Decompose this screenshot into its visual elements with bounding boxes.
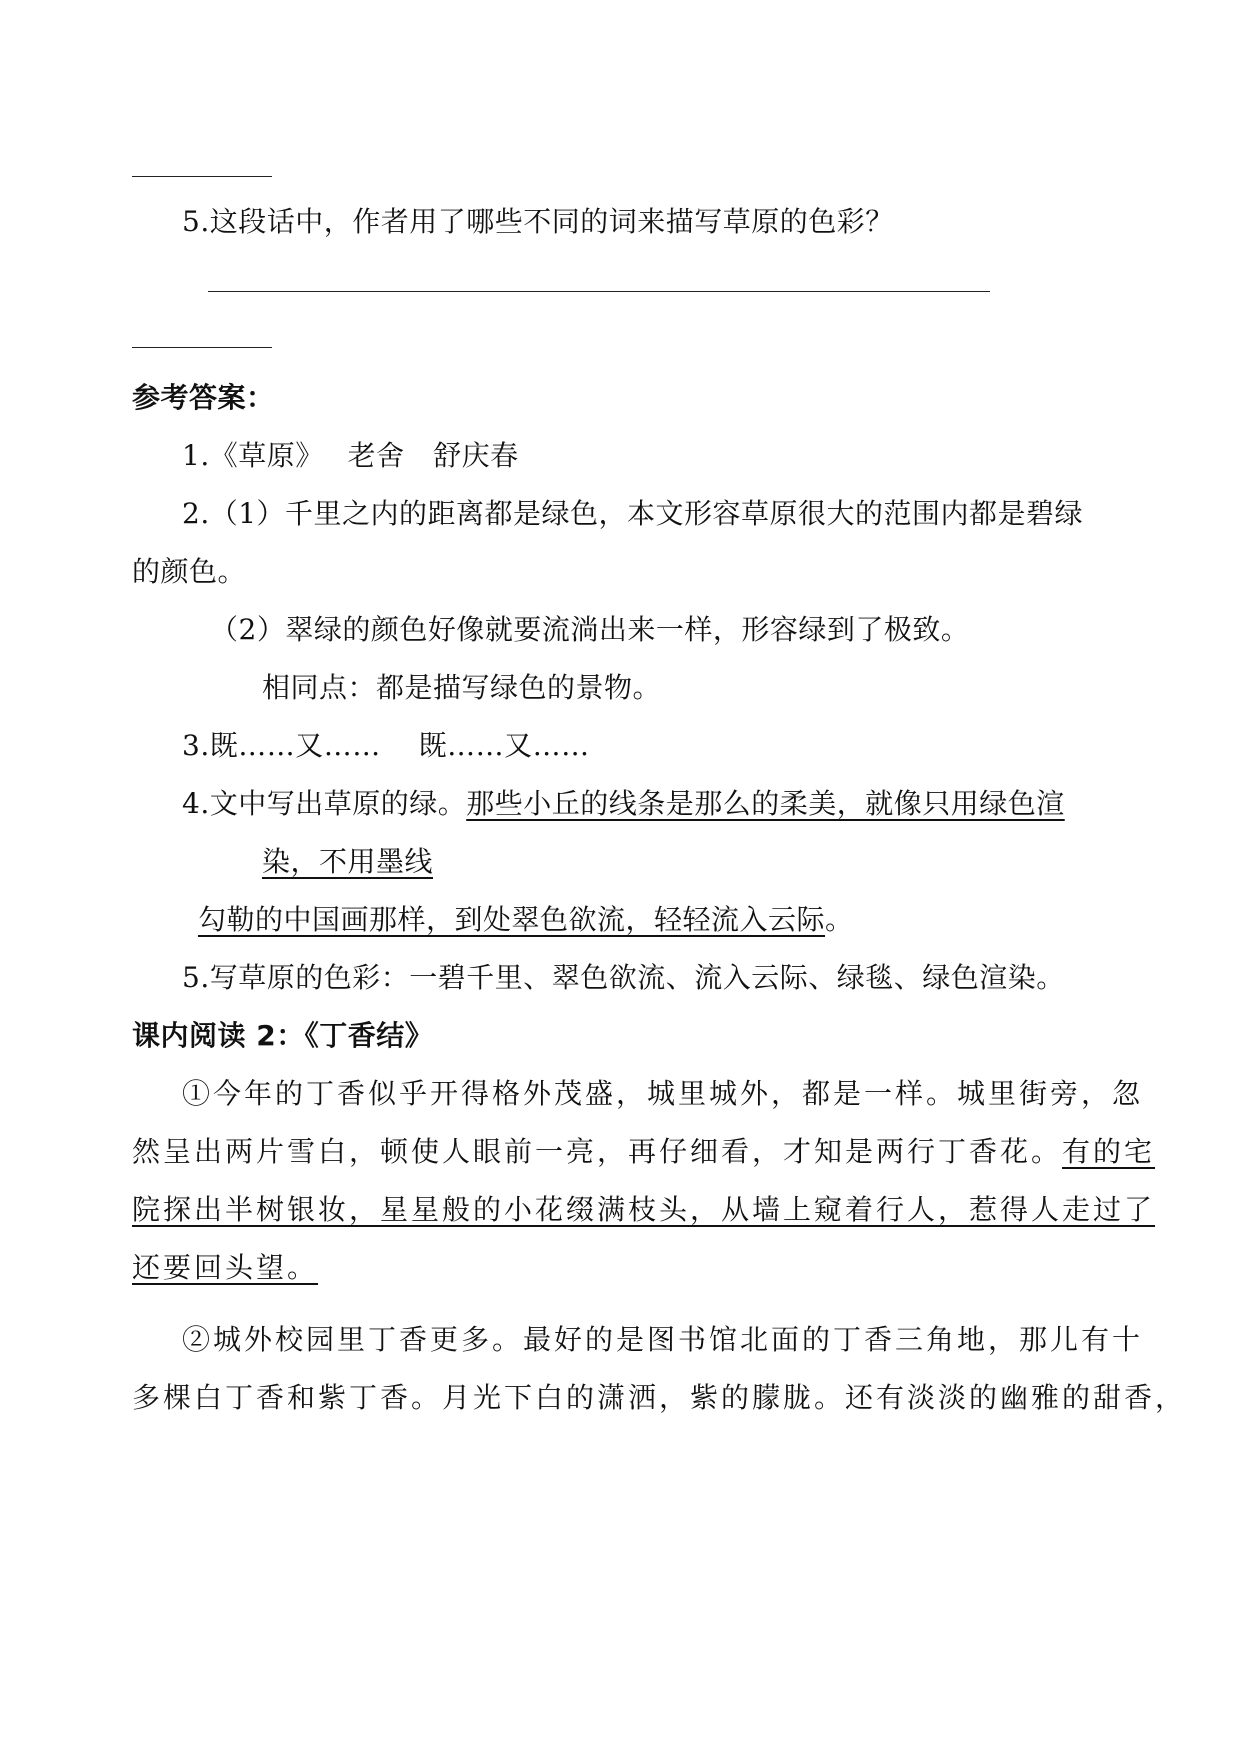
answer-3: 3.既……又…… 既……又…… — [182, 729, 590, 762]
paragraph-2-line-2: 多棵白丁香和紫丁香。月光下白的潇洒，紫的朦胧。还有淡淡的幽雅的甜香， — [132, 1381, 1187, 1414]
answer-4-prefix: 4.文中写出草原的绿。 — [182, 787, 467, 820]
answer-4-quote-part-1: 那些小丘的线条是那么的柔美，就像只用绿色渲 — [466, 787, 1065, 820]
answer-4-end: 。 — [825, 903, 854, 936]
paragraph-1-underlined-middle: 院探出半树银妆，星星般的小花缀满枝头，从墙上窥着行人，惹得人走过了 — [132, 1193, 1156, 1226]
answer-2-common-point: 相同点：都是描写绿色的景物。 — [262, 671, 662, 704]
answers-heading: 参考答案： — [132, 381, 275, 414]
answer-blank-line — [132, 347, 272, 348]
answer-4-quote-part-2: 染，不用墨线 — [262, 845, 434, 878]
answer-5: 5.写草原的色彩：一碧千里、翠色欲流、流入云际、绿毯、绿色渲染。 — [182, 961, 1065, 994]
paragraph-2-line-1: ②城外校园里丁香更多。最好的是图书馆北面的丁香三角地，那儿有十 — [182, 1323, 1144, 1356]
answer-2-line-1: 2.（1）千里之内的距离都是绿色，本文形容草原很大的范围内都是碧绿 — [182, 497, 1084, 530]
answer-4-line-1 — [182, 784, 1065, 824]
reading-2-heading: 课内阅读 2：《丁香结》 — [132, 1019, 434, 1052]
paragraph-1-underlined-end: 还要回头望。 — [132, 1251, 319, 1284]
paragraph-1-line-2 — [132, 1132, 1155, 1172]
answer-2-line-2: 的颜色。 — [132, 555, 247, 588]
answer-blank-line — [208, 291, 990, 292]
paragraph-1-line-2-text: 然呈出两片雪白，顿使人眼前一亮，再仔细看，才知是两行丁香花。 — [132, 1135, 1063, 1168]
paragraph-1-underlined-start: 有的宅 — [1062, 1135, 1156, 1168]
question-5: 5.这段话中，作者用了哪些不同的词来描写草原的色彩？ — [182, 205, 894, 238]
answer-4-line-3 — [198, 900, 854, 940]
answer-2-part-2: （2）翠绿的颜色好像就要流淌出来一样，形容绿到了极致。 — [210, 613, 970, 646]
answer-4-quote-part-3: 勾勒的中国画那样，到处翠色欲流，轻轻流入云际 — [198, 903, 826, 936]
paragraph-1-line-1: ①今年的丁香似乎开得格外茂盛，城里城外，都是一样。城里街旁，忽 — [182, 1077, 1144, 1110]
answer-1: 1.《草原》 老舍 舒庆春 — [182, 439, 519, 472]
answer-blank-line — [132, 176, 272, 177]
